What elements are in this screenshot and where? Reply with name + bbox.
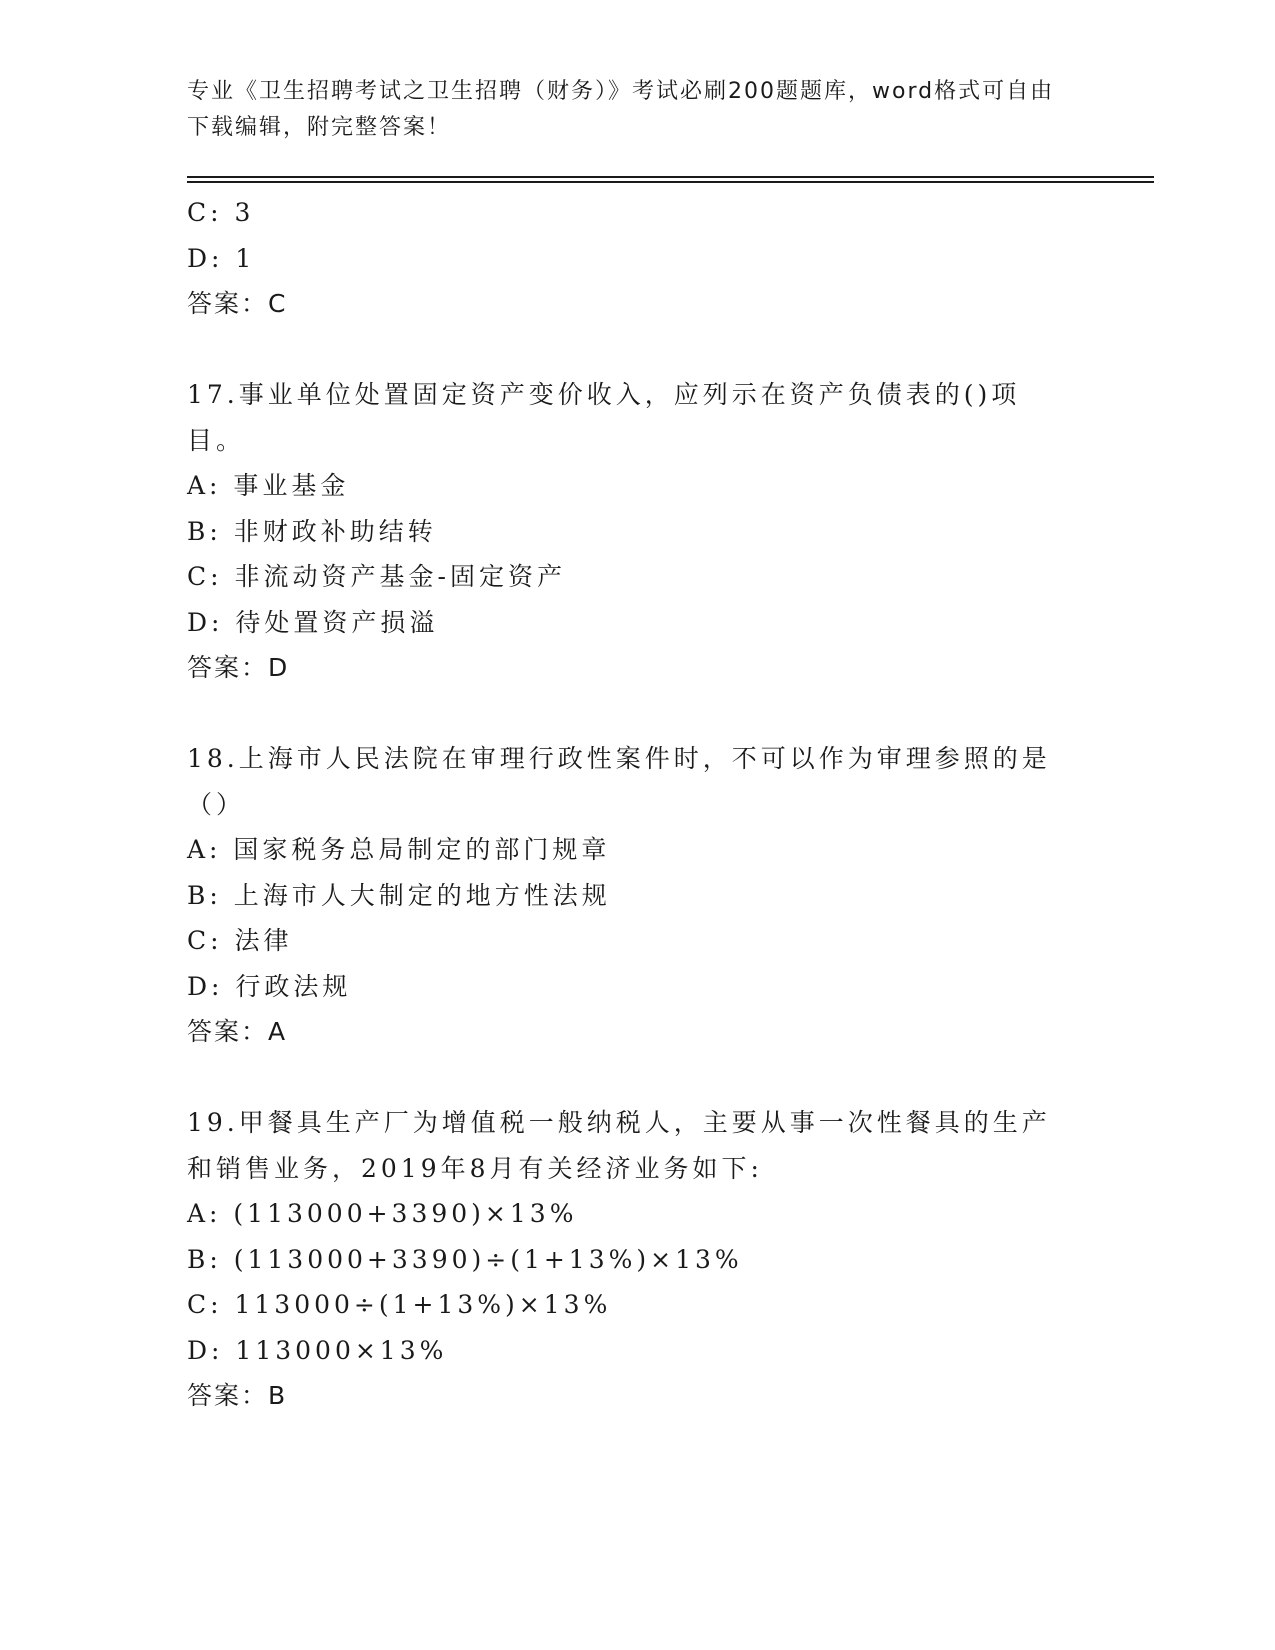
answer: 答案：B [187, 1381, 288, 1410]
document-body [187, 190, 1087, 1419]
option-b: B: (113000+3390)÷(1+13%)×13% [187, 1244, 743, 1274]
option-a: A: (113000+3390)×13% [187, 1199, 578, 1228]
option-b: B: 非财政补助结转 [187, 516, 437, 546]
option-d: D: 113000×13% [187, 1335, 448, 1365]
document-header: 专业《卫生招聘考试之卫生招聘（财务）》考试必刷200题题库，word格式可自由下载编辑，附完整答案！ [187, 79, 1055, 140]
option-a: A: 事业基金 [187, 471, 350, 500]
answer: 答案：C [187, 289, 288, 318]
question-16-partial [187, 190, 1087, 327]
option-a: A: 国家税务总局制定的部门规章 [187, 835, 611, 864]
option-b: B: 上海市人大制定的地方性法规 [187, 880, 611, 910]
option-c: C: 非流动资产基金-固定资产 [187, 562, 566, 591]
option-c: C: 3 [187, 198, 255, 227]
header-rule-bottom [187, 181, 1154, 183]
spacer [187, 327, 1087, 373]
option-c: C: 法律 [187, 926, 293, 955]
spacer [187, 691, 1087, 737]
question-text: 18.上海市人民法院在审理行政性案件时，不可以作为审理参照的是（） [187, 744, 1051, 819]
question-text: 19.甲餐具生产厂为增值税一般纳税人，主要从事一次性餐具的生产和销售业务，2019年8月有关经济业务如下: [187, 1108, 1051, 1183]
question-19 [187, 1100, 1087, 1419]
option-c: C: 113000÷(1+13%)×13% [187, 1290, 612, 1319]
question-text: 17.事业单位处置固定资产变价收入，应列示在资产负债表的()项目。 [187, 380, 1021, 455]
option-d: D: 行政法规 [187, 971, 352, 1001]
spacer [187, 1055, 1087, 1101]
question-17 [187, 372, 1087, 691]
header-rule-top [187, 176, 1154, 178]
option-d: D: 1 [187, 243, 256, 273]
question-18 [187, 736, 1087, 1055]
answer: 答案：D [187, 653, 290, 682]
option-d: D: 待处置资产损溢 [187, 607, 439, 637]
answer: 答案：A [187, 1017, 288, 1046]
